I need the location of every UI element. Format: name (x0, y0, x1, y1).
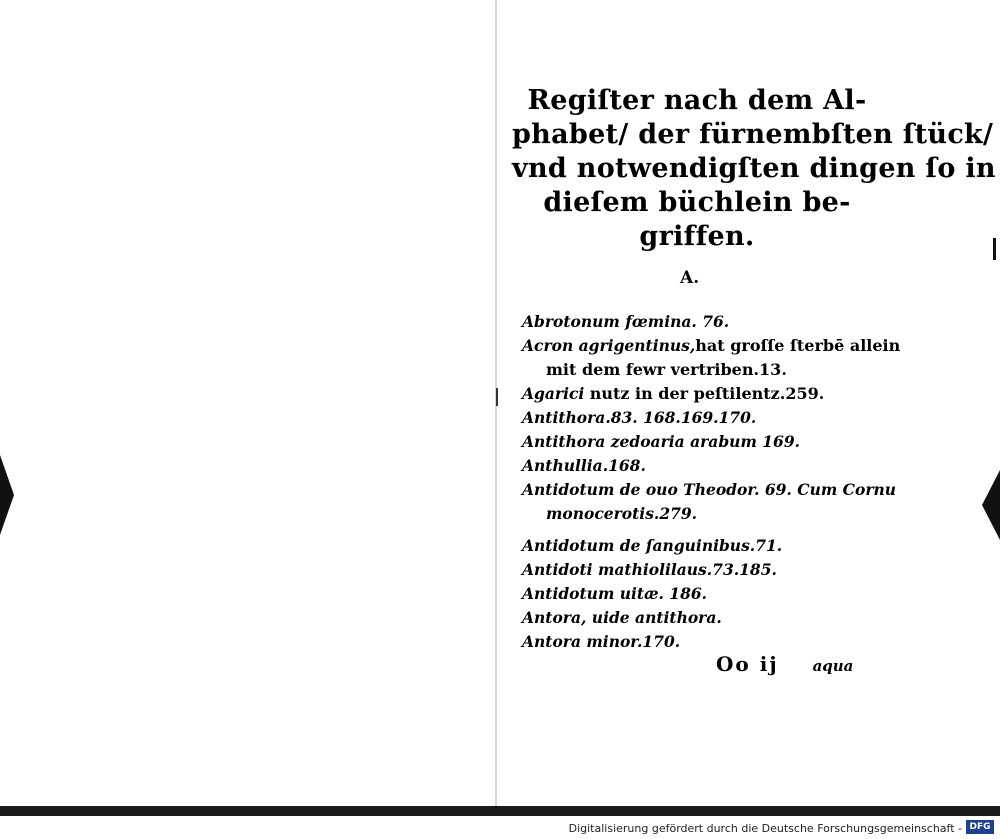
entry-german: mit dem fewr vertriben.13. (546, 360, 787, 379)
register-entry (522, 382, 892, 406)
entry-latin: Antora, uide antithora. (522, 608, 722, 627)
dfg-logo: DFG (966, 820, 994, 834)
register-entry (522, 558, 892, 582)
entry-german: nutz in der peſtilentz.259. (589, 384, 825, 403)
catchword: aqua (812, 657, 854, 675)
register-entry-continuation (522, 502, 892, 526)
title-line: vnd notwendigſten dingen ſo in (512, 153, 996, 184)
section-letter: A. (680, 268, 700, 288)
entry-latin: Antidotum de ouo Theodor. 69. Cum Cornu (522, 480, 897, 499)
register-entry (522, 606, 892, 630)
register-entry (522, 582, 892, 606)
left-page-edge-mark (0, 455, 14, 535)
register-entry (522, 310, 892, 334)
register-entry (522, 534, 892, 558)
register-title (512, 84, 996, 254)
entry-latin: Antithora zedoaria arabum 169. (522, 432, 801, 451)
entry-latin: Antora minor.170. (522, 632, 681, 651)
register-entries (522, 310, 901, 654)
entry-latin: monocerotis.279. (546, 504, 698, 523)
entry-latin: Anthullia.168. (522, 456, 646, 475)
gutter-tick (496, 388, 498, 406)
digitization-footer (0, 816, 1000, 839)
right-edge-tick (993, 238, 996, 260)
register-entry (522, 406, 892, 430)
entry-latin: Acron agrigentinus, (522, 336, 696, 355)
signature-text: Oo ij (716, 652, 779, 676)
register-entry (522, 630, 892, 654)
entry-latin: Antidoti mathiolilaus.73.185. (522, 560, 777, 579)
footer-text: Digitalisierung gefördert durch die Deutsche Forschungsgemeinschaft - (568, 822, 962, 835)
register-entry (522, 478, 897, 502)
title-line: dieſem büchlein be- (543, 187, 851, 218)
gutter-line (495, 0, 497, 812)
entry-german: hat groſſe ſterbē allein (695, 336, 901, 355)
title-line: griffen. (639, 221, 755, 252)
register-entry (522, 454, 892, 478)
register-entry (522, 334, 901, 358)
title-line: phabet/ der fürnembſten ſtück/ (512, 119, 994, 150)
signature-mark (716, 652, 853, 676)
entry-latin: Antidotum de ſanguinibus.71. (522, 536, 783, 555)
entry-latin: Agarici (522, 384, 585, 403)
entry-latin: Antithora.83. 168.169.170. (522, 408, 757, 427)
entry-latin: Antidotum uitæ. 186. (522, 584, 708, 603)
register-entry-continuation (522, 358, 892, 382)
right-page-edge-mark (982, 470, 1000, 540)
entry-latin: Abrotonum fœmina. 76. (522, 312, 730, 331)
scan-bottom-edge (0, 806, 1000, 816)
register-entry (522, 430, 892, 454)
title-line: Regiſter nach dem Al- (527, 85, 867, 116)
